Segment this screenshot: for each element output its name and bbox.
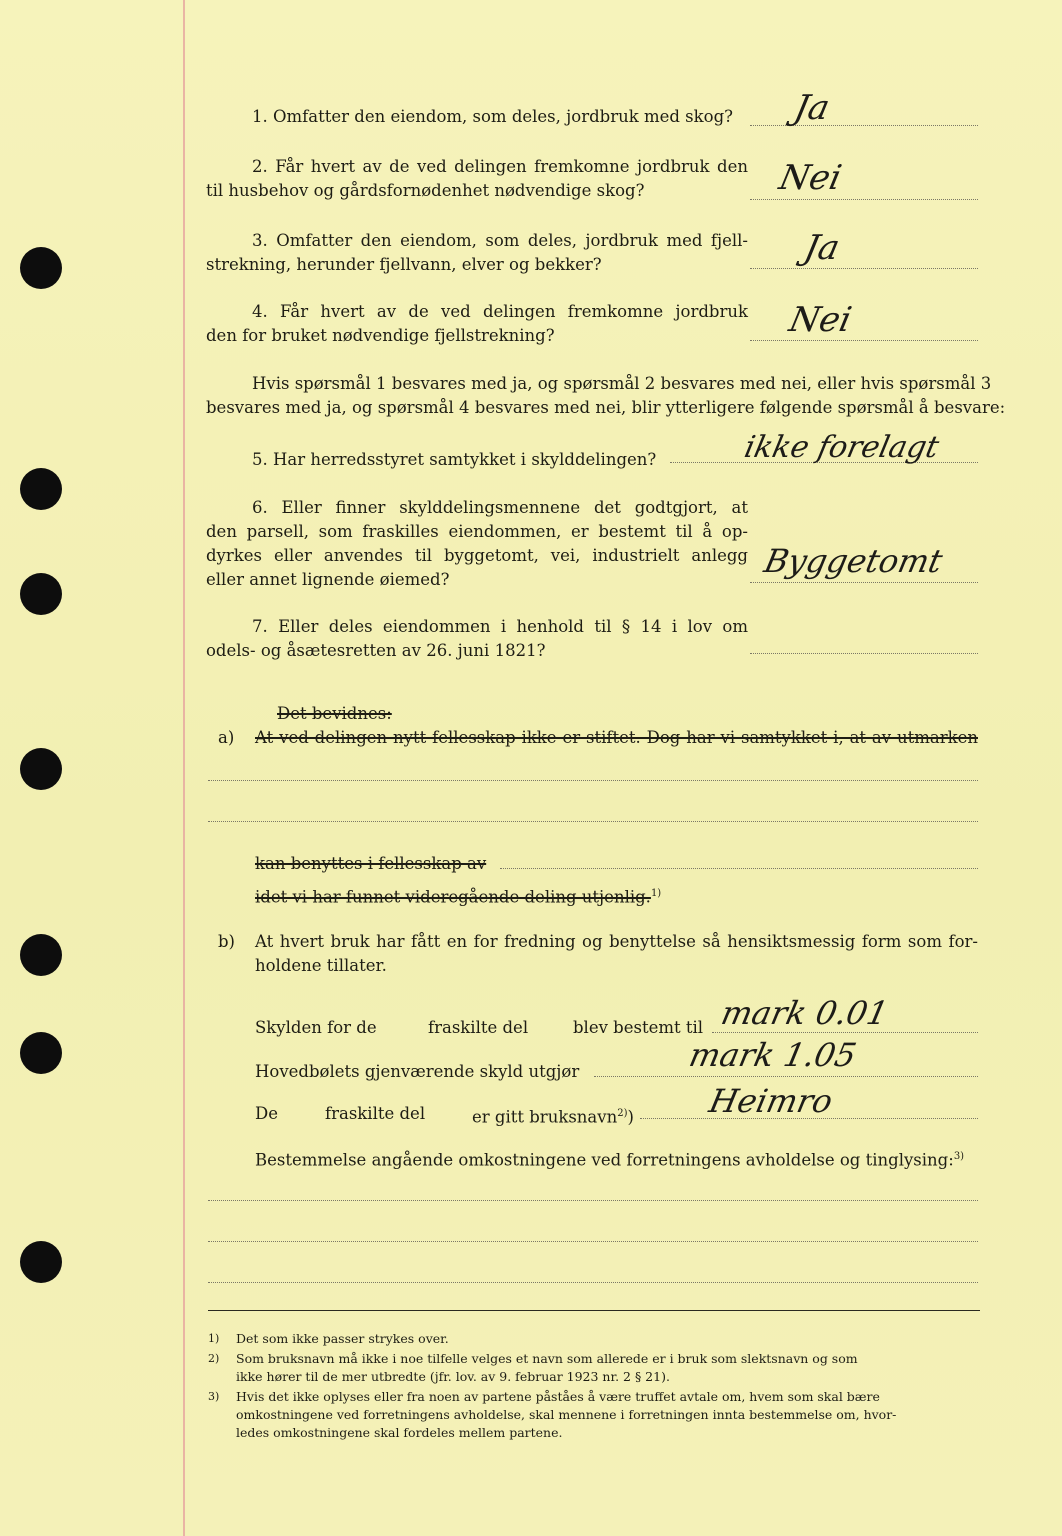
answer-2: Nei (775, 158, 846, 198)
bruksnavn-label-3: er gitt bruksnavn (472, 1107, 618, 1127)
answer-line-3 (750, 268, 978, 269)
blank-line (500, 868, 978, 869)
binder-hole (20, 247, 62, 289)
blank-line (208, 1282, 978, 1283)
answer-line-skylden (712, 1032, 978, 1033)
question-6-line-1: 6. Eller finner skylddelingsmennene det godtgjort, at (252, 498, 748, 517)
binder-hole (20, 934, 62, 976)
footnote-1-line-1: Det som ikke passer strykes over. (236, 1331, 449, 1346)
footnote-1-number: 1) (208, 1332, 220, 1345)
blank-line (208, 821, 978, 822)
question-7-line-2: odels- og åsætesretten av 26. juni 1821? (206, 641, 546, 660)
skylden-label: Skylden for de (255, 1018, 377, 1037)
footnote-2-line-2: ikke hører til de mer utbredte (jfr. lov. av 9. februar 1923 nr. 2 § 21). (236, 1369, 670, 1384)
answer-line-7 (750, 653, 978, 654)
answer-3: Ja (800, 228, 844, 268)
item-a-line-2: kan benyttes i fellesskap av (255, 854, 487, 873)
question-2-line-2: til husbehov og gårdsfornødenhet nødvendige skog? (206, 181, 645, 200)
item-b-line-1: At hvert bruk har fått en for fredning og benyttelse så hensiktsmessig form som for- (255, 932, 978, 951)
question-6-line-4: eller annet lignende øiemed? (206, 570, 450, 589)
binder-hole (20, 573, 62, 615)
blank-line (208, 1241, 978, 1242)
bruksnavn-label-1: De (255, 1104, 278, 1123)
binder-hole (20, 468, 62, 510)
footnote-2-number: 2) (208, 1352, 220, 1365)
skylden-label-mid: fraskilte del (428, 1018, 529, 1037)
footnote-separator (208, 1310, 980, 1311)
answer-line-2 (750, 199, 978, 200)
question-6-line-2: den parsell, som fraskilles eiendommen, er bestemt til å op- (206, 522, 748, 541)
answer-line-hovedbol (594, 1076, 978, 1077)
binder-hole (20, 748, 62, 790)
intro-line-2: besvares med ja, og spørsmål 4 besvares med nei, blir ytterligere følgende spørsmål å besvare: (206, 398, 1006, 417)
question-2-line-1: 2. Får hvert av de ved delingen fremkomne jordbruk den (252, 157, 748, 176)
footnote-ref-2: 2) (617, 1108, 628, 1119)
question-6-line-3: dyrkes eller anvendes til byggetomt, vei, industrielt anlegg (206, 546, 748, 565)
binder-hole (20, 1032, 62, 1074)
binder-hole (20, 1241, 62, 1283)
skylden-value: mark 0.01 (717, 994, 892, 1032)
footnote-ref-3: 3) (953, 1151, 965, 1162)
item-a-line-1: At ved delingen nytt fellesskap ikke er stiftet. Dog har vi samtykket i, at av utmarken (255, 728, 978, 747)
bruksnavn-label-2: fraskilte del (325, 1104, 426, 1123)
hovedbol-label: Hovedbølets gjenværende skyld utgjør (255, 1062, 580, 1081)
answer-1: Ja (790, 88, 834, 128)
item-b-line-2: holdene tillater. (255, 956, 387, 975)
footnote-3-line-2: omkostningene ved forretningens avholdelse, skal mennene i forretningen innta bestemmelse om, hvor- (236, 1407, 897, 1422)
footnote-3-number: 3) (208, 1390, 220, 1403)
footnote-2-line-1: Som bruksnavn må ikke i noe tilfelle velges et navn som allerede er i bruk som slektsnavn og som (236, 1351, 858, 1366)
footnote-3-line-3: ledes omkostningene skal fordeles mellem partene. (236, 1425, 563, 1440)
question-5: 5. Har herredsstyret samtykket i skylddelingen? (252, 450, 657, 469)
margin-line (183, 0, 185, 1536)
answer-4: Nei (785, 300, 856, 340)
answer-line-4 (750, 340, 978, 341)
skylden-label-end: blev bestemt til (573, 1018, 704, 1037)
answer-6: Byggetomt (760, 542, 946, 580)
answer-line-1 (750, 125, 978, 126)
answer-line-6 (750, 582, 978, 583)
item-a-line-3: idet vi har funnet videregående deling utjenlig. (255, 887, 651, 907)
footnote-3-line-1: Hvis det ikke oplyses eller fra noen av partene påståes å være truffet avtale om, hvem som skal bære (236, 1389, 880, 1404)
bruksnavn-value: Heimro (705, 1082, 837, 1120)
answer-5: ikke forelagt (741, 430, 942, 465)
document-page: 1. Omfatter den eiendom, som deles, jordbruk med skog? Ja 2. Får hvert av de ved delingen fremkomne jordbruk den til husbehov og gårdsfornødenhet nødvendige skog? Nei 3. Omfatter den eiendom, som deles, jordbruk med fjell- strekning, herunder fjellvann, elver og bekker? Ja 4. Får hvert av de ved delingen fremkomne jordbruk den for bruket nødvendige fjellstrekning? Nei Hvis spørsmål 1 besvares med ja, og spørsmål 2 besvares med nei, eller hvis spørsmål 3 besvares med ja, og spørsmål 4 besvares med nei, blir ytterligere følgende spørsmål å besvare: 5. Har herredsstyret samtykket i skylddelingen? ikke forelagt 6. Eller finner skylddelingsmennene det godtgjort, at den parsell, som fraskilles eiendommen, er bestemt til å op- dyrkes eller anvendes til byggetomt, vei, industrielt anlegg eller annet lignende øiemed? Byggetomt 7. Eller deles eiendommen i henhold til § 14 i lov om odels- og åsætesretten av 26. juni 1821? Det bevidnes: a) At ved delingen nytt fellesskap ikke er stiftet. Dog har vi samtykket i, at av utmarken kan benyttes i fellesskap av idet vi har funnet videregående deling utjenlig.$^{1)}$ b) At hvert bruk har fått en for fredning og benyttelse så hensiktsmessig form som for- holdene tillater. Skylden for de fraskilte del blev bestemt til mark 0.01 Hovedbølets gjenværende skyld utgjør mark 1.05 De fraskilte del er gitt bruksnavn$^{2)}$) Heimro Bestemmelse angående omkostningene ved forretningens avholdelse og tinglysing:$^{3)}$ 1) Det som ikke passer strykes over. 2) Som bruksnavn må ikke i noe tilfelle velges et navn som allerede er i bruk som slektsnavn og som ikke hører til de mer utbredte (jfr. lov. av 9. februar 1923 nr. 2 § 21). 3) Hvis det ikke oplyses eller fra noen av partene påståes å være truffet avtale om, hvem som skal bære omkostningene ved forretningens avholdelse, skal mennene i forretningen innta bestemmelse om, hvor- ledes omkostningene skal fordeles mellem partene. (0, 0, 1062, 1536)
item-b-label: b) (218, 932, 235, 951)
certification-heading: Det bevidnes: (277, 704, 392, 723)
question-4-line-1: 4. Får hvert av de ved delingen fremkomne jordbruk (252, 302, 748, 321)
question-7-line-1: 7. Eller deles eiendommen i henhold til § 14 i lov om (252, 617, 748, 636)
question-3-line-2: strekning, herunder fjellvann, elver og bekker? (206, 255, 602, 274)
hovedbol-value: mark 1.05 (685, 1036, 860, 1074)
blank-line (208, 1200, 978, 1201)
omkostninger-label: Bestemmelse angående omkostningene ved forretningens avholdelse og tinglysing: (255, 1150, 954, 1170)
blank-line (208, 780, 978, 781)
question-4-line-2: den for bruket nødvendige fjellstrekning? (206, 326, 555, 345)
intro-line-1: Hvis spørsmål 1 besvares med ja, og spørsmål 2 besvares med nei, eller hvis spørsmål 3 (252, 374, 992, 393)
question-1: 1. Omfatter den eiendom, som deles, jordbruk med skog? (252, 107, 733, 126)
question-3-line-1: 3. Omfatter den eiendom, som deles, jordbruk med fjell- (252, 231, 748, 250)
item-a-label: a) (218, 728, 235, 747)
footnote-ref-1: 1) (650, 888, 662, 899)
